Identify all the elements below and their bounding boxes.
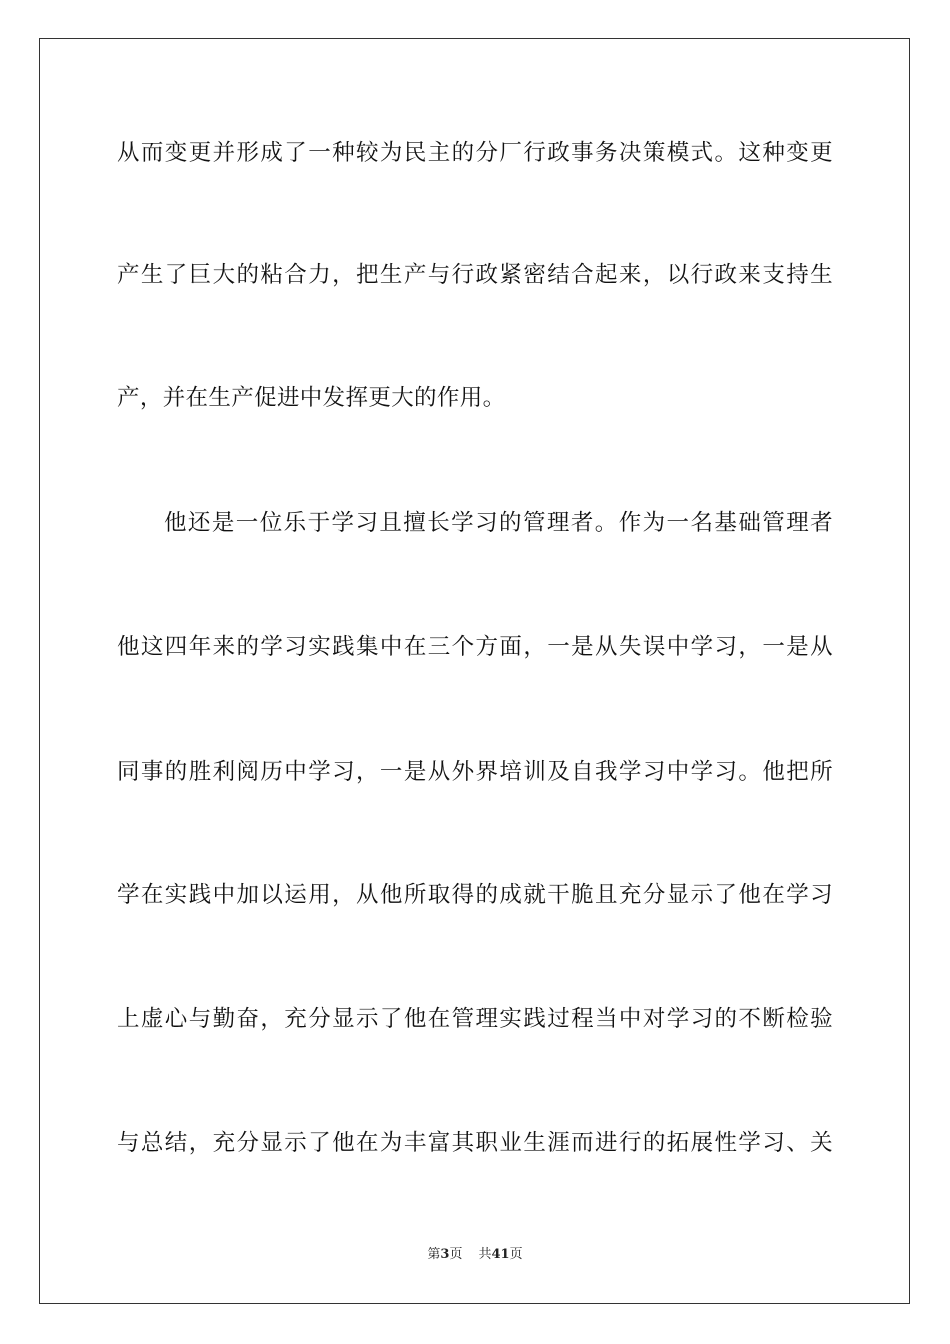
footer-page-number: 3 — [440, 1247, 450, 1262]
text-line-4-paragraph-start: 他还是一位乐于学习且擅长学习的管理者。作为一名基础管理者 — [164, 510, 833, 536]
text-line-9: 与总结，充分显示了他在为丰富其职业生涯而进行的拓展性学习、关 — [117, 1130, 833, 1156]
page-border — [39, 38, 910, 1304]
footer-total-suffix: 页 — [509, 1247, 523, 1262]
page-footer — [0, 1246, 950, 1264]
text-line-2: 产生了巨大的粘合力，把生产与行政紧密结合起来，以行政来支持生 — [117, 262, 833, 288]
footer-page-prefix: 第 — [427, 1247, 441, 1262]
footer-total-prefix: 共 — [478, 1247, 492, 1262]
text-line-8: 上虚心与勤奋，充分显示了他在管理实践过程当中对学习的不断检验 — [117, 1006, 833, 1032]
text-line-6: 同事的胜利阅历中学习，一是从外界培训及自我学习中学习。他把所 — [117, 759, 833, 785]
text-line-3: 产，并在生产促进中发挥更大的作用。 — [117, 385, 506, 411]
footer-page-suffix: 页 — [449, 1247, 463, 1262]
text-line-5: 他这四年来的学习实践集中在三个方面，一是从失误中学习，一是从 — [117, 634, 833, 660]
footer-total-pages: 41 — [491, 1247, 510, 1262]
text-line-7: 学在实践中加以运用，从他所取得的成就干脆且充分显示了他在学习 — [117, 882, 833, 908]
text-line-1: 从而变更并形成了一种较为民主的分厂行政事务决策模式。这种变更 — [117, 140, 833, 166]
